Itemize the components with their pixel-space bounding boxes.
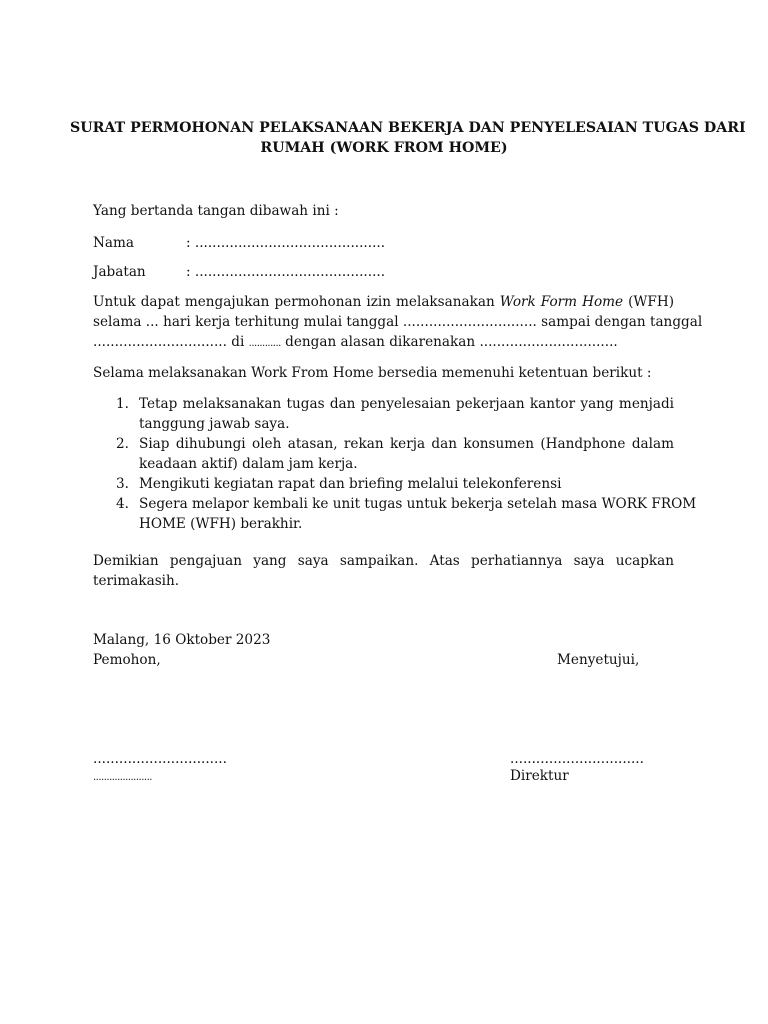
title-line-2: RUMAH (WORK FROM HOME) [260,140,508,156]
condition-number: 2. [116,436,129,452]
applicant-label: Pemohon, [93,652,161,668]
request-line-3: ............................... di ............ dengan alasan dikarenakan ................................ [93,334,618,350]
place-date: Malang, 16 Oktober 2023 [93,632,271,648]
condition-item [93,434,674,474]
condition-text-line: Segera melapor kembali ke unit tugas untuk bekerja setelah masa WORK FROM [139,496,697,512]
condition-text-line: Tetap melaksanakan tugas dan penyelesaian pekerjaan kantor yang menjadi [139,396,674,412]
letter-title [70,118,746,158]
conditions-list [93,394,697,534]
condition-text-line: Mengikuti kegiatan rapat dan briefing melalui telekonferensi [139,476,562,492]
name-field-row [93,233,385,253]
approver-title: Direktur [510,768,569,784]
request-paragraph [93,292,703,354]
approver-signature-line: ............................... [510,751,644,767]
condition-number: 4. [116,496,129,512]
condition-item [93,474,674,494]
condition-text-line: HOME (WFH) berakhir. [139,516,303,532]
approver-label: Menyetujui, [557,652,640,668]
condition-item [93,494,697,534]
position-label: Jabatan [93,264,146,280]
title-line-1: SURAT PERMOHONAN PELAKSANAAN BEKERJA DAN PENYELESAIAN TUGAS DARI [70,120,746,136]
condition-text-line: Siap dihubungi oleh atasan, rekan kerja dan konsumen (Handphone dalam [139,436,674,452]
closing-line-1: Demikian pengajuan yang saya sampaikan. Atas perhatiannya saya ucapkan [93,553,674,569]
closing-line-2: terimakasih. [93,573,180,589]
condition-item [93,394,674,434]
condition-text-line: keadaan aktif) dalam jam kerja. [139,456,358,472]
intro-text: Yang bertanda tangan dibawah ini : [93,203,339,219]
applicant-name-dots: ...................... [93,772,152,783]
condition-number: 3. [116,476,129,492]
position-value: : ............................................ [186,264,386,280]
condition-number: 1. [116,396,129,412]
conditions-intro: Selama melaksanakan Work From Home bersedia memenuhi ketentuan berikut : [93,365,652,381]
location-dots: ............ [248,338,281,349]
name-label: Nama [93,235,134,251]
closing-paragraph [93,551,674,591]
name-value: : ............................................ [186,235,386,251]
request-line-1: Untuk dapat mengajukan permohonan izin melaksanakan Work Form Home (WFH) [93,294,674,310]
condition-text-line: tanggung jawab saya. [139,416,290,432]
wfh-italic-term: Work Form Home [499,294,624,310]
position-field-row [93,262,385,282]
request-line-2: selama ... hari kerja terhitung mulai tanggal ............................... sampai dengan tanggal [93,314,703,330]
applicant-signature-line: ............................... [93,751,227,767]
